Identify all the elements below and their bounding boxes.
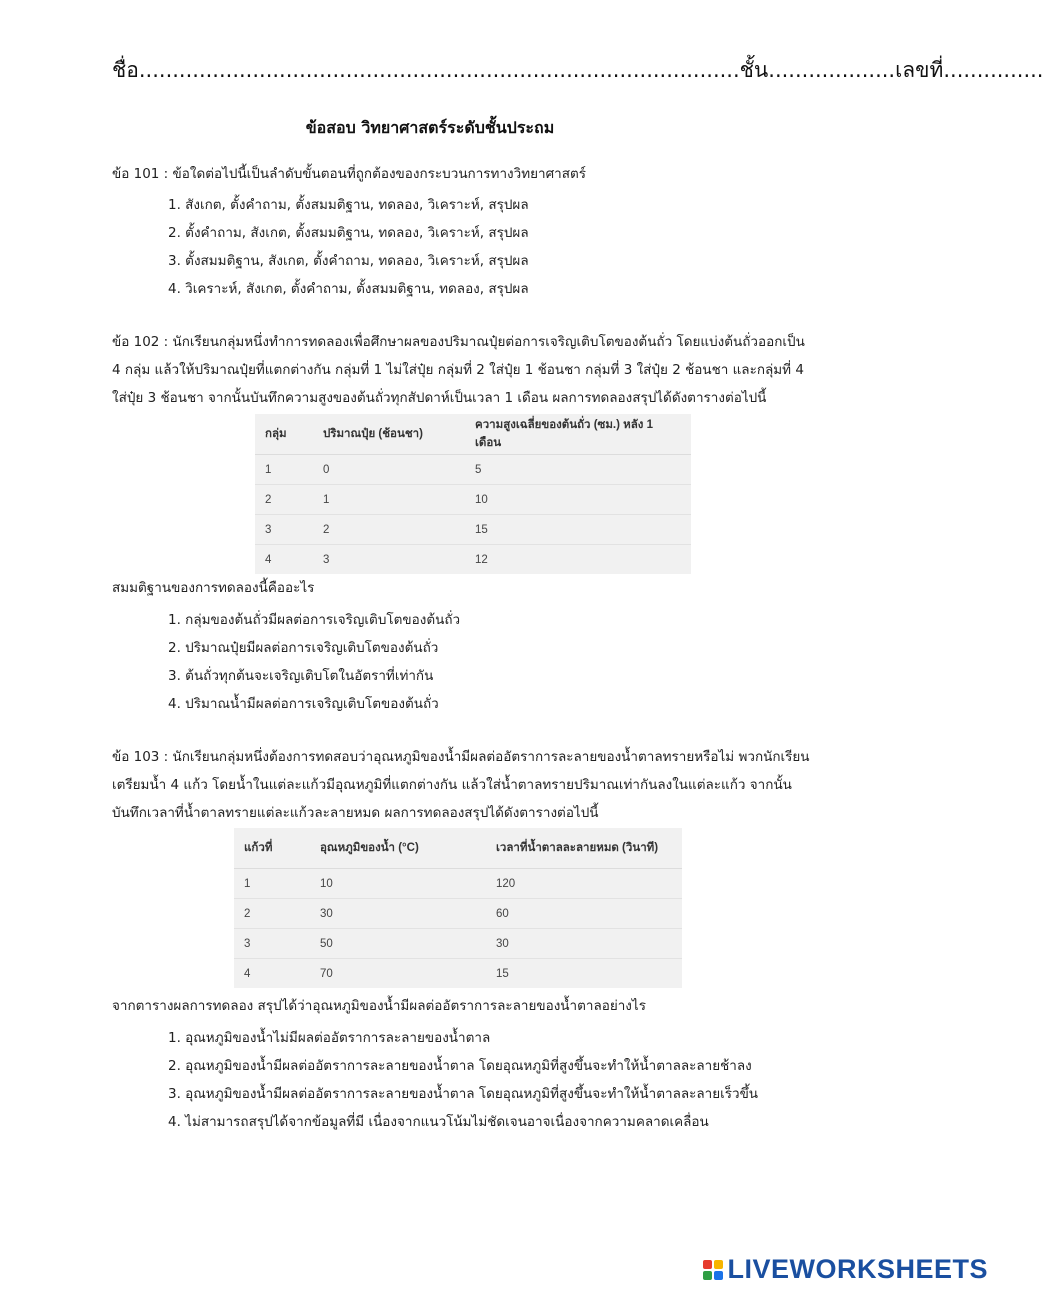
question-103-prompt: จากตารางผลการทดลอง สรุปได้ว่าอุณหภูมิของน้ำมีผลต่ออัตราการละลายของน้ำตาลอย่างไร xyxy=(112,998,646,1014)
table-header-row xyxy=(255,414,691,455)
question-101-option-3[interactable]: 3. ตั้งสมมติฐาน, สังเกต, ตั้งคำถาม, ทดลอง, วิเคราะห์, สรุปผล xyxy=(168,253,529,269)
question-103-option-4[interactable]: 4. ไม่สามารถสรุปได้จากข้อมูลที่มี เนื่องจากแนวโน้มไม่ชัดเจนอาจเนื่องจากความคลาดเคลื่อน xyxy=(168,1114,709,1130)
table-cell: 1 xyxy=(255,455,313,485)
table-cell: 3 xyxy=(234,929,310,959)
table-cell: 120 xyxy=(486,869,682,899)
question-103-option-3[interactable]: 3. อุณหภูมิของน้ำมีผลต่ออัตราการละลายของน้ำตาล โดยอุณหภูมิที่สูงขึ้นจะทำให้น้ำตาลละลายเร็วขึ้น xyxy=(168,1086,759,1102)
student-info-line xyxy=(112,54,1043,87)
number-field-label[interactable]: เลขที่............... xyxy=(895,58,1043,82)
table-cell: 10 xyxy=(465,485,691,515)
table-row xyxy=(234,959,682,989)
table-cell: 2 xyxy=(255,485,313,515)
page-title: ข้อสอบ วิทยาศาสตร์ระดับชั้นประถม xyxy=(305,118,555,137)
column-header: กลุ่ม xyxy=(255,414,313,455)
table-row xyxy=(234,869,682,899)
question-103-text: ข้อ 103 : นักเรียนกลุ่มหนึ่งต้องการทดสอบว่าอุณหภูมิของน้ำมีผลต่ออัตราการละลายของน้ำตาลทรายหรือไม่ พวกนักเรียนเตรียมน้ำ 4 แก้ว โดยน้ำในแต่ละแก้วมีอุณหภูมิที่แตกต่างกัน แล้วใส่น้ำตาลทรายปริมาณเท่ากันลงในแต่ละแก้ว จากนั้นบันทึกเวลาที่น้ำตาลทรายแต่ละแก้วละลายหมด ผลการทดลองสรุปได้ดังตารางต่อไปนี้ xyxy=(112,749,810,821)
name-field-label[interactable]: ชื่อ.......................................................................................... xyxy=(112,58,740,82)
table-cell: 3 xyxy=(323,553,330,566)
table-row xyxy=(255,515,691,545)
table-cell: 4 xyxy=(244,967,251,980)
table-cell: 50 xyxy=(310,929,486,959)
logo-tiles-icon xyxy=(703,1260,723,1280)
logo-tile xyxy=(703,1260,712,1269)
table-cell: 1 xyxy=(313,485,465,515)
column-header: อุณหภูมิของน้ำ (°C) xyxy=(310,828,486,869)
table-cell: 1 xyxy=(234,869,310,899)
logo-tile xyxy=(714,1271,723,1280)
question-101-option-2[interactable]: 2. ตั้งคำถาม, สังเกต, ตั้งสมมติฐาน, ทดลอง, วิเคราะห์, สรุปผล xyxy=(168,225,529,241)
question-102-prompt: สมมติฐานของการทดลองนี้คืออะไร xyxy=(112,580,315,596)
question-102-option-4[interactable]: 4. ปริมาณน้ำมีผลต่อการเจริญเติบโตของต้นถั่ว xyxy=(168,696,439,712)
table-cell: 10 xyxy=(310,869,486,899)
column-header: แก้วที่ xyxy=(234,828,310,869)
table-cell: 2 xyxy=(313,515,465,545)
table-cell: 30 xyxy=(310,899,486,929)
logo-tile xyxy=(714,1260,723,1269)
table-row xyxy=(234,899,682,929)
logo-tile xyxy=(703,1271,712,1280)
fertilizer-results-table xyxy=(255,414,691,574)
table-cell: 2 xyxy=(234,899,310,929)
question-101-option-1[interactable]: 1. สังเกต, ตั้งคำถาม, ตั้งสมมติฐาน, ทดลอง, วิเคราะห์, สรุปผล xyxy=(168,197,529,213)
class-field-label[interactable]: ชั้น................... xyxy=(739,58,896,82)
table-cell: 12 xyxy=(475,553,488,566)
table-cell: 5 xyxy=(465,455,691,485)
question-102-option-3[interactable]: 3. ต้นถั่วทุกต้นจะเจริญเติบโตในอัตราที่เท่ากัน xyxy=(168,668,434,684)
table-row xyxy=(255,455,691,485)
liveworksheets-logo xyxy=(703,1254,988,1285)
table-cell: 70 xyxy=(320,967,333,980)
question-101-option-4[interactable]: 4. วิเคราะห์, สังเกต, ตั้งคำถาม, ตั้งสมมติฐาน, ทดลอง, สรุปผล xyxy=(168,281,529,297)
table-cell: 3 xyxy=(255,515,313,545)
column-header: เวลาที่น้ำตาลละลายหมด (วินาที) xyxy=(486,828,682,869)
table-row xyxy=(255,485,691,515)
table-row xyxy=(255,545,691,575)
question-102-option-2[interactable]: 2. ปริมาณปุ๋ยมีผลต่อการเจริญเติบโตของต้นถั่ว xyxy=(168,640,439,656)
column-header: ปริมาณปุ๋ย (ช้อนชา) xyxy=(313,414,465,455)
table-cell: 15 xyxy=(465,515,691,545)
table-cell: 0 xyxy=(313,455,465,485)
table-cell: 60 xyxy=(486,899,682,929)
column-header: ความสูงเฉลี่ยของต้นถั่ว (ซม.) หลัง 1 เดือน xyxy=(465,414,691,455)
question-103-option-1[interactable]: 1. อุณหภูมิของน้ำไม่มีผลต่ออัตราการละลายของน้ำตาล xyxy=(168,1030,491,1046)
question-102-option-1[interactable]: 1. กลุ่มของต้นถั่วมีผลต่อการเจริญเติบโตของต้นถั่ว xyxy=(168,612,461,628)
table-header-row xyxy=(234,828,682,869)
table-cell: 15 xyxy=(496,967,509,980)
question-101-text: ข้อ 101 : ข้อใดต่อไปนี้เป็นลำดับขั้นตอนที่ถูกต้องของกระบวนการทางวิทยาศาสตร์ xyxy=(112,166,586,182)
question-103-option-2[interactable]: 2. อุณหภูมิของน้ำมีผลต่ออัตราการละลายของน้ำตาล โดยอุณหภูมิที่สูงขึ้นจะทำให้น้ำตาลละลายช้าลง xyxy=(168,1058,752,1074)
question-102-text: ข้อ 102 : นักเรียนกลุ่มหนึ่งทำการทดลองเพื่อศึกษาผลของปริมาณปุ๋ยต่อการเจริญเติบโตของต้นถั่ว โดยแบ่งต้นถั่วออกเป็น 4 กลุ่ม แล้วให้ปริมาณปุ๋ยที่แตกต่างกัน กลุ่มที่ 1 ไม่ใส่ปุ๋ย กลุ่มที่ 2 ใส่ปุ๋ย 1 ช้อนชา กลุ่มที่ 3 ใส่ปุ๋ย 2 ช้อนชา และกลุ่มที่ 4 ใส่ปุ๋ย 3 ช้อนชา จากนั้นบันทึกความสูงของต้นถั่วทุกสัปดาห์เป็นเวลา 1 เดือน ผลการทดลองสรุปได้ดังตารางต่อไปนี้ xyxy=(112,334,805,406)
table-row xyxy=(234,929,682,959)
table-cell: 30 xyxy=(486,929,682,959)
sugar-dissolving-table xyxy=(234,828,682,988)
logo-text: LIVEWORKSHEETS xyxy=(727,1254,988,1284)
table-cell: 4 xyxy=(265,553,272,566)
